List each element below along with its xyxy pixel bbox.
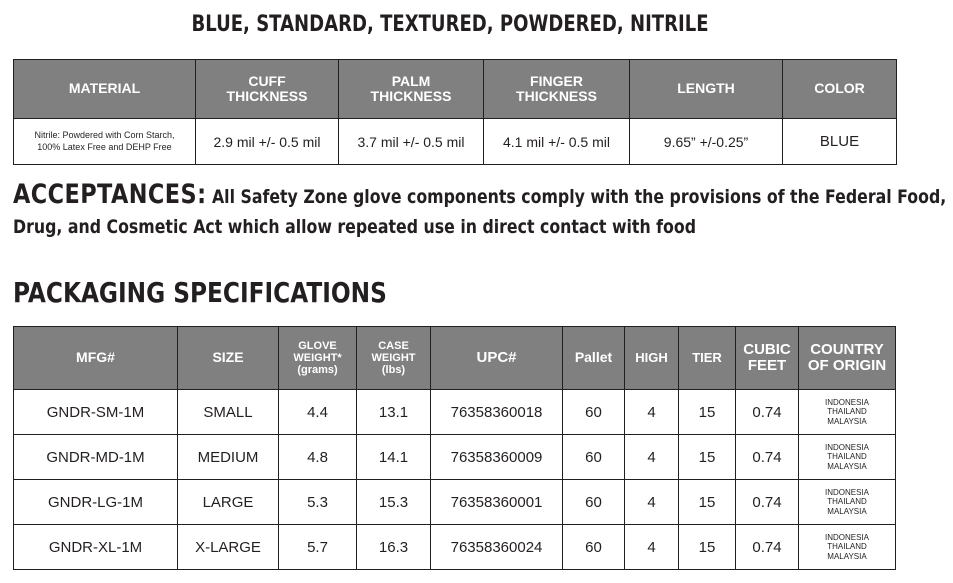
header-glove-weight-line-2: WEIGHT* xyxy=(293,351,342,364)
origin-indonesia: INDONESIA xyxy=(824,488,869,498)
header-case-weight-line-1: CASE xyxy=(378,339,409,352)
packaging-title: PACKAGING SPECIFICATIONS xyxy=(13,276,387,309)
origin-thailand: THAILAND xyxy=(827,542,867,552)
mfg-cell: GNDR-MD-1M xyxy=(14,435,178,480)
mfg-cell: GNDR-LG-1M xyxy=(14,480,178,525)
cubic-feet-cell: 0.74 xyxy=(736,525,799,570)
table-row xyxy=(14,525,896,570)
high-cell: 4 xyxy=(625,435,679,480)
header-pallet: Pallet xyxy=(563,327,625,390)
header-cubic-feet xyxy=(736,327,799,390)
header-high: HIGH xyxy=(625,327,679,390)
upc-cell: 76358360009 xyxy=(431,435,563,480)
material-line-1: Nitrile: Powdered with Corn Starch, xyxy=(34,130,175,141)
packaging-header-row xyxy=(14,327,896,390)
table-row xyxy=(14,480,896,525)
case-weight-cell: 14.1 xyxy=(357,435,431,480)
origin-malaysia: MALAYSIA xyxy=(827,416,867,426)
cuff-thickness-cell: 2.9 mil +/- 0.5 mil xyxy=(196,119,339,165)
material-line-2: 100% Latex Free and DEHP Free xyxy=(37,141,172,152)
origin-malaysia: MALAYSIA xyxy=(827,551,867,561)
origin-thailand: THAILAND xyxy=(827,452,867,462)
tier-cell: 15 xyxy=(679,390,736,435)
origin-indonesia: INDONESIA xyxy=(824,398,869,408)
origin-cell xyxy=(799,435,896,480)
origin-cell xyxy=(799,480,896,525)
spec-table xyxy=(13,59,897,165)
pallet-cell: 60 xyxy=(563,435,625,480)
header-cubic-feet-line-1: CUBIC xyxy=(743,340,791,358)
finger-thickness-cell: 4.1 mil +/- 0.5 mil xyxy=(484,119,630,165)
header-upc: UPC# xyxy=(431,327,563,390)
size-cell: SMALL xyxy=(178,390,279,435)
pallet-cell: 60 xyxy=(563,480,625,525)
header-finger-thickness: FINGER THICKNESS xyxy=(484,60,630,119)
origin-cell xyxy=(799,525,896,570)
pallet-cell: 60 xyxy=(563,525,625,570)
header-mfg: MFG# xyxy=(14,327,178,390)
high-cell: 4 xyxy=(625,480,679,525)
header-glove-weight-line-3: (grams) xyxy=(297,364,338,377)
header-cubic-feet-line-2: FEET xyxy=(747,357,787,374)
tier-cell: 15 xyxy=(679,435,736,480)
size-cell: X-LARGE xyxy=(178,525,279,570)
table-row xyxy=(14,435,896,480)
cubic-feet-cell: 0.74 xyxy=(736,390,799,435)
origin-indonesia: INDONESIA xyxy=(824,533,869,543)
origin-indonesia: INDONESIA xyxy=(824,443,869,453)
cubic-feet-cell: 0.74 xyxy=(736,480,799,525)
acceptances-heading: ACCEPTANCES: xyxy=(13,179,207,210)
header-length: LENGTH xyxy=(630,60,783,119)
header-glove-weight-line-1: GLOVE xyxy=(298,339,337,352)
origin-thailand: THAILAND xyxy=(827,407,867,417)
origin-cell xyxy=(799,390,896,435)
palm-thickness-cell: 3.7 mil +/- 0.5 mil xyxy=(339,119,484,165)
header-glove-weight xyxy=(279,327,357,390)
origin-thailand: THAILAND xyxy=(827,497,867,507)
header-material: MATERIAL xyxy=(14,60,196,119)
glove-weight-cell: 5.7 xyxy=(279,525,357,570)
header-case-weight xyxy=(357,327,431,390)
mfg-cell: GNDR-SM-1M xyxy=(14,390,178,435)
color-cell: BLUE xyxy=(783,119,897,165)
high-cell: 4 xyxy=(625,525,679,570)
case-weight-cell: 15.3 xyxy=(357,480,431,525)
spec-data-row xyxy=(14,119,897,165)
header-country-line-1: COUNTRY xyxy=(810,340,884,358)
header-country-of-origin xyxy=(799,327,896,390)
acceptances-text: All Safety Zone glove components comply with the provisions of the Federal Food, Drug, and Cosmetic Act which allow repeated use in direct contact with food xyxy=(13,186,947,238)
glove-weight-cell: 5.3 xyxy=(279,480,357,525)
length-cell: 9.65” +/-0.25” xyxy=(630,119,783,165)
size-cell: LARGE xyxy=(178,480,279,525)
glove-weight-cell: 4.4 xyxy=(279,390,357,435)
upc-cell: 76358360001 xyxy=(431,480,563,525)
tier-cell: 15 xyxy=(679,480,736,525)
header-tier: TIER xyxy=(679,327,736,390)
case-weight-cell: 16.3 xyxy=(357,525,431,570)
acceptances-statement xyxy=(13,180,951,242)
page-title: BLUE, STANDARD, TEXTURED, POWDERED, NITRILE xyxy=(191,12,709,37)
header-color: COLOR xyxy=(783,60,897,119)
material-cell xyxy=(14,119,196,165)
cubic-feet-cell: 0.74 xyxy=(736,435,799,480)
packaging-table xyxy=(13,326,896,570)
origin-malaysia: MALAYSIA xyxy=(827,506,867,516)
header-case-weight-line-3: (lbs) xyxy=(381,364,406,377)
glove-weight-cell: 4.8 xyxy=(279,435,357,480)
tier-cell: 15 xyxy=(679,525,736,570)
header-size: SIZE xyxy=(178,327,279,390)
upc-cell: 76358360024 xyxy=(431,525,563,570)
mfg-cell: GNDR-XL-1M xyxy=(14,525,178,570)
header-country-line-2: OF ORIGIN xyxy=(807,357,887,374)
table-row xyxy=(14,390,896,435)
header-cuff-thickness: CUFF THICKNESS xyxy=(196,60,339,119)
spec-header-row xyxy=(14,60,897,119)
origin-malaysia: MALAYSIA xyxy=(827,461,867,471)
upc-cell: 76358360018 xyxy=(431,390,563,435)
high-cell: 4 xyxy=(625,390,679,435)
header-palm-thickness: PALM THICKNESS xyxy=(339,60,484,119)
header-case-weight-line-2: WEIGHT xyxy=(371,351,416,364)
pallet-cell: 60 xyxy=(563,390,625,435)
size-cell: MEDIUM xyxy=(178,435,279,480)
case-weight-cell: 13.1 xyxy=(357,390,431,435)
